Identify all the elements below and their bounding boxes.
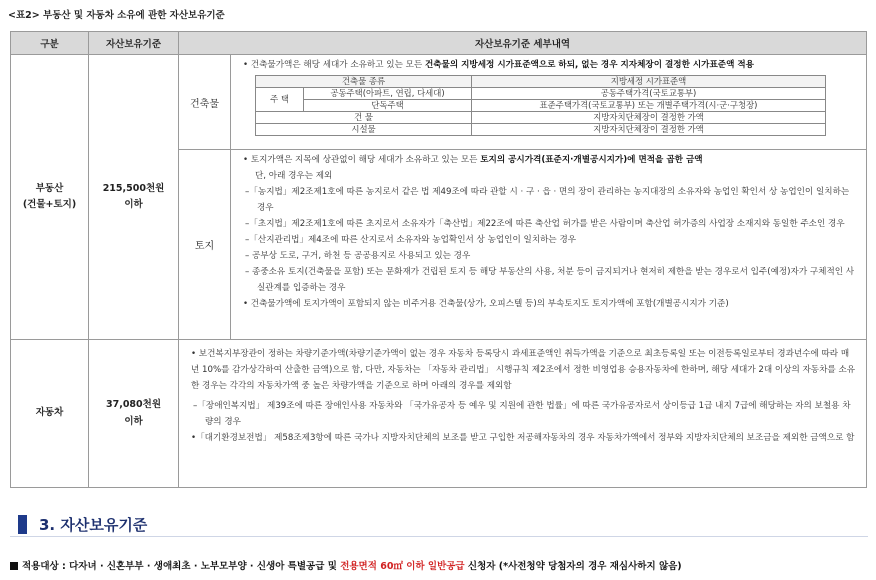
- realestate-label-line1: 부동산: [35, 182, 64, 194]
- building-row-value: 지방자치단체장이 결정한 가액: [472, 124, 826, 136]
- applicability-line: [10, 558, 682, 572]
- building-label: 건축물: [179, 55, 231, 150]
- land-rule-bold: 토지의 공시가격(표준지·개별공시지가)에 면적을 곱한 금액: [480, 155, 703, 165]
- square-bullet-icon: [10, 562, 18, 570]
- land-exception-grassland: –「초지법」제2조제1호에 따른 초지로서 소유자가「축산법」제22조에 따른 축산업 허가를 받은 사람이며 축산업 허가증의 사업장 소재지와 동일한 주소인 경우: [245, 219, 845, 229]
- land-label: 토지: [179, 150, 231, 340]
- building-rule: • 건축물가액은 해당 세대가 소유하고 있는 모든 건축물의 지방세정 시가표준액으로 하되, 없는 경우 지자체장이 결정한 시가표준액 적용: [243, 60, 754, 70]
- building-value-header: 지방세정 시가표준액: [472, 76, 826, 88]
- header-details: 자산보유기준 세부내역: [179, 32, 867, 55]
- car-rule: • 보건복지부장관이 정하는 차량기준가액(차량기준가액이 없는 경우 자동차 등록당시 과세표준액인 취득가액을 기준으로 최초등록일 또는 이전등록일로부터 경과년수에 따라 매년 10%를 감가상각하여 산출한 금액)으로 함, 다만, 자동차는 「자동차 관리법」 시행규칙 제2조에서 정한 비영업용 승용자동차에 한하며, 해당 세대가 2대 이상의 자동차를 소유한 경우는 각각의 자동차가액 중 높은 차량가액을 기준으로 하며 아래의 경우를 제외함: [191, 349, 856, 391]
- land-exception-clan: – 종중소유 토지(건축물을 포함) 또는 문화재가 건립된 토지 등 해당 부동산의 사용, 처분 등이 금지되거나 현저히 제한을 받는 경우로서 입주(예정)자가 구체적인 사실관계를 입증하는 경우: [245, 267, 855, 293]
- asset-criteria-table: [10, 31, 867, 488]
- section-title: 3. 자산보유기준: [39, 516, 148, 534]
- car-amount-value: 37,080천원: [105, 399, 161, 411]
- car-label: 자동차: [11, 340, 89, 488]
- building-row-type: 건 물: [256, 112, 472, 124]
- car-detail: [179, 340, 867, 488]
- building-row-type: 공동주택(아파트, 연립, 다세대): [304, 88, 472, 100]
- realestate-amount-value: 215,500천원: [102, 182, 165, 194]
- realestate-amount-suffix: 이하: [124, 199, 143, 210]
- land-rule-text: 토지가액은 지목에 상관없이 해당 세대가 소유하고 있는 모든: [250, 155, 481, 165]
- applicability-rest: 신청자 (*사전청약 당첨자의 경우 재심사하지 않음): [464, 561, 682, 572]
- building-rule-bold: 건축물의 지방세정 시가표준액으로 하되, 없는 경우 지자체장이 결정한 시가표준액 적용: [424, 60, 754, 70]
- section-header: [10, 513, 868, 537]
- car-amount-suffix: 이하: [124, 415, 143, 427]
- header-criteria: 자산보유기준: [89, 32, 179, 55]
- building-row-value: 지방자치단체장이 결정한 가액: [472, 112, 826, 124]
- table-caption: <표2> 부동산 및 자동차 소유에 관한 자산보유기준: [8, 10, 225, 21]
- land-exception-public: – 공부상 도로, 구거, 하천 등 공공용지로 사용되고 있는 경우: [245, 251, 471, 261]
- car-exception: –「장애인복지법」 제39조에 따른 장애인사용 자동차와 「국가유공자 등 예우 및 지원에 관한 법률」에 따른 국가유공자로서 상이등급 1급 내지 7급에 해당하는 자의 보철용 차량의 경우: [193, 401, 851, 427]
- building-rule-text: 건축물가액은 해당 세대가 소유하고 있는 모든: [250, 60, 425, 70]
- realestate-label-line2: (건물+토지): [22, 199, 77, 210]
- land-exception-farmland: –「농지법」제2조제1호에 따른 농지로서 같은 법 제49조에 따라 관할 시 · 구 · 읍 · 면의 장이 관리하는 농지대장의 소유자와 농업인 확인서 상 농업인이 일치하는 경우: [245, 187, 850, 213]
- building-row-type: 시설물: [256, 124, 472, 136]
- realestate-amount: [89, 55, 179, 340]
- building-type-header: 건축물 종류: [256, 76, 472, 88]
- building-value-table: [255, 75, 826, 136]
- header-category: 구분: [11, 32, 89, 55]
- realestate-label: [11, 55, 89, 340]
- building-detail: [231, 55, 867, 150]
- land-rule-nonresidential: • 건축물가액에 토지가액이 포함되지 않는 비주거용 건축물(상가, 오피스텔 등)의 부속토지도 토지가액에 포함(개별공시지가 기준): [243, 299, 729, 309]
- house-label: 주 택: [256, 88, 304, 112]
- building-row-value: 표준주택가격(국토교통부) 또는 개별주택가격(시·군·구청장): [472, 100, 826, 112]
- car-rule-lowemission: •「대기환경보전법」 제58조제3항에 따른 국가나 지방자치단체의 보조를 받고 구입한 저공해자동차의 경우 자동차가액에서 정부와 지방자치단체의 보조금을 제외한 금액으로 함: [191, 433, 855, 443]
- land-rule: • 토지가액은 지목에 상관없이 해당 세대가 소유하고 있는 모든 토지의 공시가격(표준지·개별공시지가)에 면적을 곱한 금액: [243, 155, 703, 165]
- car-amount: [89, 340, 179, 488]
- section-bar-icon: [18, 515, 27, 534]
- building-row-value: 공동주택가격(국토교통부): [472, 88, 826, 100]
- land-exception-intro: 단, 아래 경우는 제외: [255, 171, 333, 181]
- building-row-type: 단독주택: [304, 100, 472, 112]
- land-exception-mountain: –「산지관리법」제4조에 따른 산지로서 소유자와 농업확인서 상 농업인이 일치하는 경우: [245, 235, 577, 245]
- applicability-highlight: 전용면적 60㎡ 이하 일반공급: [340, 561, 465, 572]
- land-detail: [231, 150, 867, 340]
- applicability-label: 적용대상 : 다자녀 · 신혼부부 · 생애최초 · 노부모부양 · 신생아 특별공급 및: [22, 561, 341, 572]
